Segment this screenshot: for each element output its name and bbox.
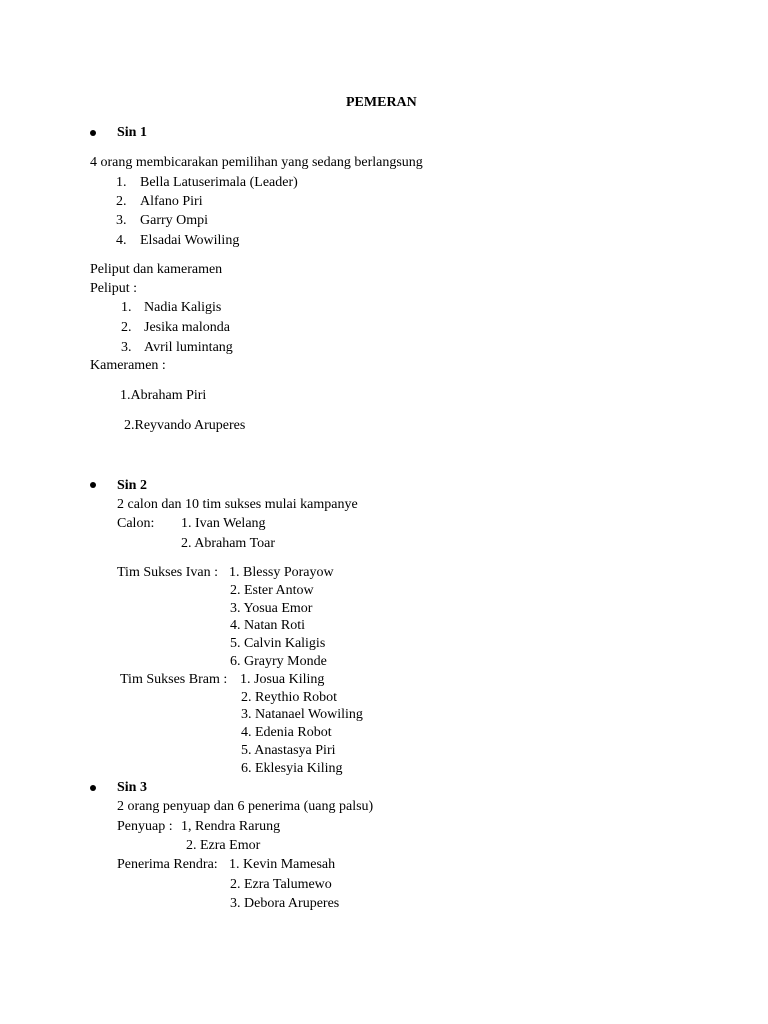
peliput-number: 2.	[121, 320, 132, 335]
sin1-cast-number: 2.	[116, 194, 127, 209]
tim-sukses-ivan-label: Tim Sukses Ivan :	[117, 565, 219, 580]
sin1-cast-number: 3.	[116, 213, 127, 228]
peliput-name: Nadia Kaligis	[144, 300, 222, 315]
sin3-description: 2 orang penyuap dan 6 penerima (uang palsu)	[117, 799, 374, 814]
sin1-cast-number: 1.	[116, 175, 127, 190]
bullet-icon	[90, 482, 96, 488]
tim-sukses-bram-item: 5. Anastasya Piri	[241, 743, 336, 758]
peliput-number: 1.	[121, 300, 132, 315]
kameramen-label: Kameramen :	[90, 358, 166, 373]
sin1-cast-number: 4.	[116, 233, 127, 248]
kameramen-item: 2.Reyvando Aruperes	[124, 418, 246, 433]
sin2-heading: Sin 2	[117, 478, 147, 493]
penerima-label: Penerima Rendra:	[117, 857, 218, 872]
tim-sukses-ivan-item: 2. Ester Antow	[230, 583, 314, 598]
tim-sukses-bram-item: 2. Reythio Robot	[241, 690, 338, 705]
tim-sukses-bram-label: Tim Sukses Bram :	[120, 672, 228, 687]
sin1-description: 4 orang membicarakan pemilihan yang sedang berlangsung	[90, 155, 423, 170]
sin1-cast-name: Garry Ompi	[140, 213, 209, 228]
tim-sukses-ivan-item: 3. Yosua Emor	[230, 601, 313, 616]
press-heading: Peliput dan kameramen	[90, 262, 223, 277]
sin1-cast-name: Bella Latuserimala (Leader)	[140, 175, 298, 190]
tim-sukses-ivan-item: 4. Natan Roti	[230, 618, 306, 633]
tim-sukses-ivan-item: 6. Grayry Monde	[230, 654, 327, 669]
peliput-name: Avril lumintang	[144, 340, 233, 355]
penerima-item: 2. Ezra Talumewo	[230, 877, 332, 892]
penerima-item: 3. Debora Aruperes	[230, 896, 340, 911]
tim-sukses-bram-item: 1. Josua Kiling	[240, 672, 325, 687]
tim-sukses-bram-item: 3. Natanael Wowiling	[241, 707, 363, 722]
tim-sukses-bram-item: 6. Eklesyia Kiling	[241, 761, 343, 776]
bullet-icon	[90, 130, 96, 136]
calon-item: 1. Ivan Welang	[181, 516, 266, 531]
calon-item: 2. Abraham Toar	[181, 536, 276, 551]
sin3-heading: Sin 3	[117, 780, 147, 795]
tim-sukses-ivan-item: 1. Blessy Porayow	[229, 565, 334, 580]
sin1-cast-name: Alfano Piri	[140, 194, 203, 209]
peliput-number: 3.	[121, 340, 132, 355]
tim-sukses-ivan-item: 5. Calvin Kaligis	[230, 636, 326, 651]
penyuap-item: 2. Ezra Emor	[186, 838, 261, 853]
penerima-item: 1. Kevin Mamesah	[229, 857, 336, 872]
peliput-name: Jesika malonda	[144, 320, 230, 335]
penyuap-label: Penyuap :	[117, 819, 173, 834]
bullet-icon	[90, 785, 96, 791]
penyuap-item: 1, Rendra Rarung	[181, 819, 281, 834]
tim-sukses-bram-item: 4. Edenia Robot	[241, 725, 332, 740]
kameramen-item: 1.Abraham Piri	[120, 388, 207, 403]
sin1-heading: Sin 1	[117, 125, 147, 140]
sin1-cast-name: Elsadai Wowiling	[140, 233, 240, 248]
page-title: PEMERAN	[346, 95, 417, 110]
calon-label: Calon:	[117, 516, 155, 531]
sin2-description: 2 calon dan 10 tim sukses mulai kampanye	[117, 497, 358, 512]
peliput-label: Peliput :	[90, 281, 138, 296]
